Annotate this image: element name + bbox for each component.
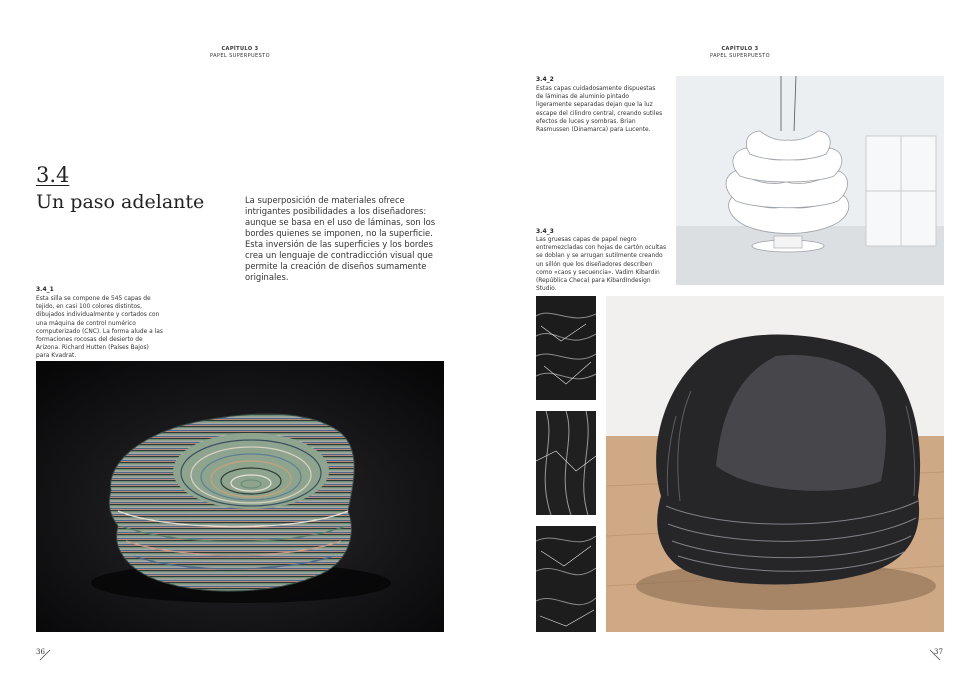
figure-number-1: 3.4_1 (36, 286, 54, 293)
page-number-right-text: 37 (934, 648, 943, 656)
detail-illustration-1 (536, 296, 596, 400)
photo-detail-black-paper-3 (536, 526, 596, 632)
figure-caption-3: Las gruesas capas de papel negro entremezcladas con hojas de cartón ocultas se doblan y se arrugan sutilmente creando un sillón que los diseñadores describen como «caos y secuencia». Vadim Kibardin (República Checa) para KibardIndesign Studio. (536, 237, 667, 293)
figure-caption-2: Estas capas cuidadosamente dispuestas de láminas de aluminio pintado ligeramente separadas dejan que la luz escape del cilindro central, creando sutiles efectos de luces y sombras. Brian Rasmussen (Dinamarca) para Lucente. (536, 86, 663, 134)
detail-illustration-2 (536, 411, 596, 515)
figure-number-3: 3.4_3 (536, 228, 554, 235)
header-chapter-right: CAPÍTULO 3 (721, 46, 759, 52)
folio-slash-left (38, 649, 52, 661)
figure-caption-1: Esta silla se compone de 545 capas de tejido, en casi 100 colores distintos, dibujados individualmente y cortados con una máquina de control numérico computerizado (CNC). La forma alude a las formaciones rocosas del desierto de Arizona. Richard Hutten (Países Bajos) para Kvadrat. (36, 296, 163, 360)
running-header-left (205, 46, 275, 60)
layered-chair-illustration (36, 361, 444, 632)
header-subtitle: PAPEL SUPERPUESTO (210, 53, 270, 59)
detail-illustration-3 (536, 526, 596, 632)
page-number-left-text: 36 (36, 648, 45, 656)
photo-layered-fabric-chair (36, 361, 444, 632)
photo-black-paper-armchair (606, 296, 944, 632)
figure-number-2: 3.4_2 (536, 76, 554, 83)
section-number: 3.4 (36, 163, 70, 187)
armchair-illustration (606, 296, 944, 632)
folio-slash-right (928, 649, 942, 661)
photo-detail-black-paper-2 (536, 411, 596, 515)
pendant-lamp-illustration (676, 76, 944, 285)
running-header-right (705, 46, 775, 60)
section-title: Un paso adelante (36, 191, 205, 213)
photo-detail-black-paper-1 (536, 296, 596, 400)
photo-layered-pendant-lamp (676, 76, 944, 285)
intro-paragraph: La superposición de materiales ofrece intrigantes posibilidades a los diseñadores: aunque se basa en el uso de láminas, son los bordes quienes se imponen, no la superficie. Esta inversión de las superficies y los bordes crea un lenguaje de contradicción visual que permite la creación de diseños sumamente originales. (245, 195, 436, 282)
header-subtitle-right: PAPEL SUPERPUESTO (710, 53, 770, 59)
header-chapter: CAPÍTULO 3 (221, 46, 259, 52)
